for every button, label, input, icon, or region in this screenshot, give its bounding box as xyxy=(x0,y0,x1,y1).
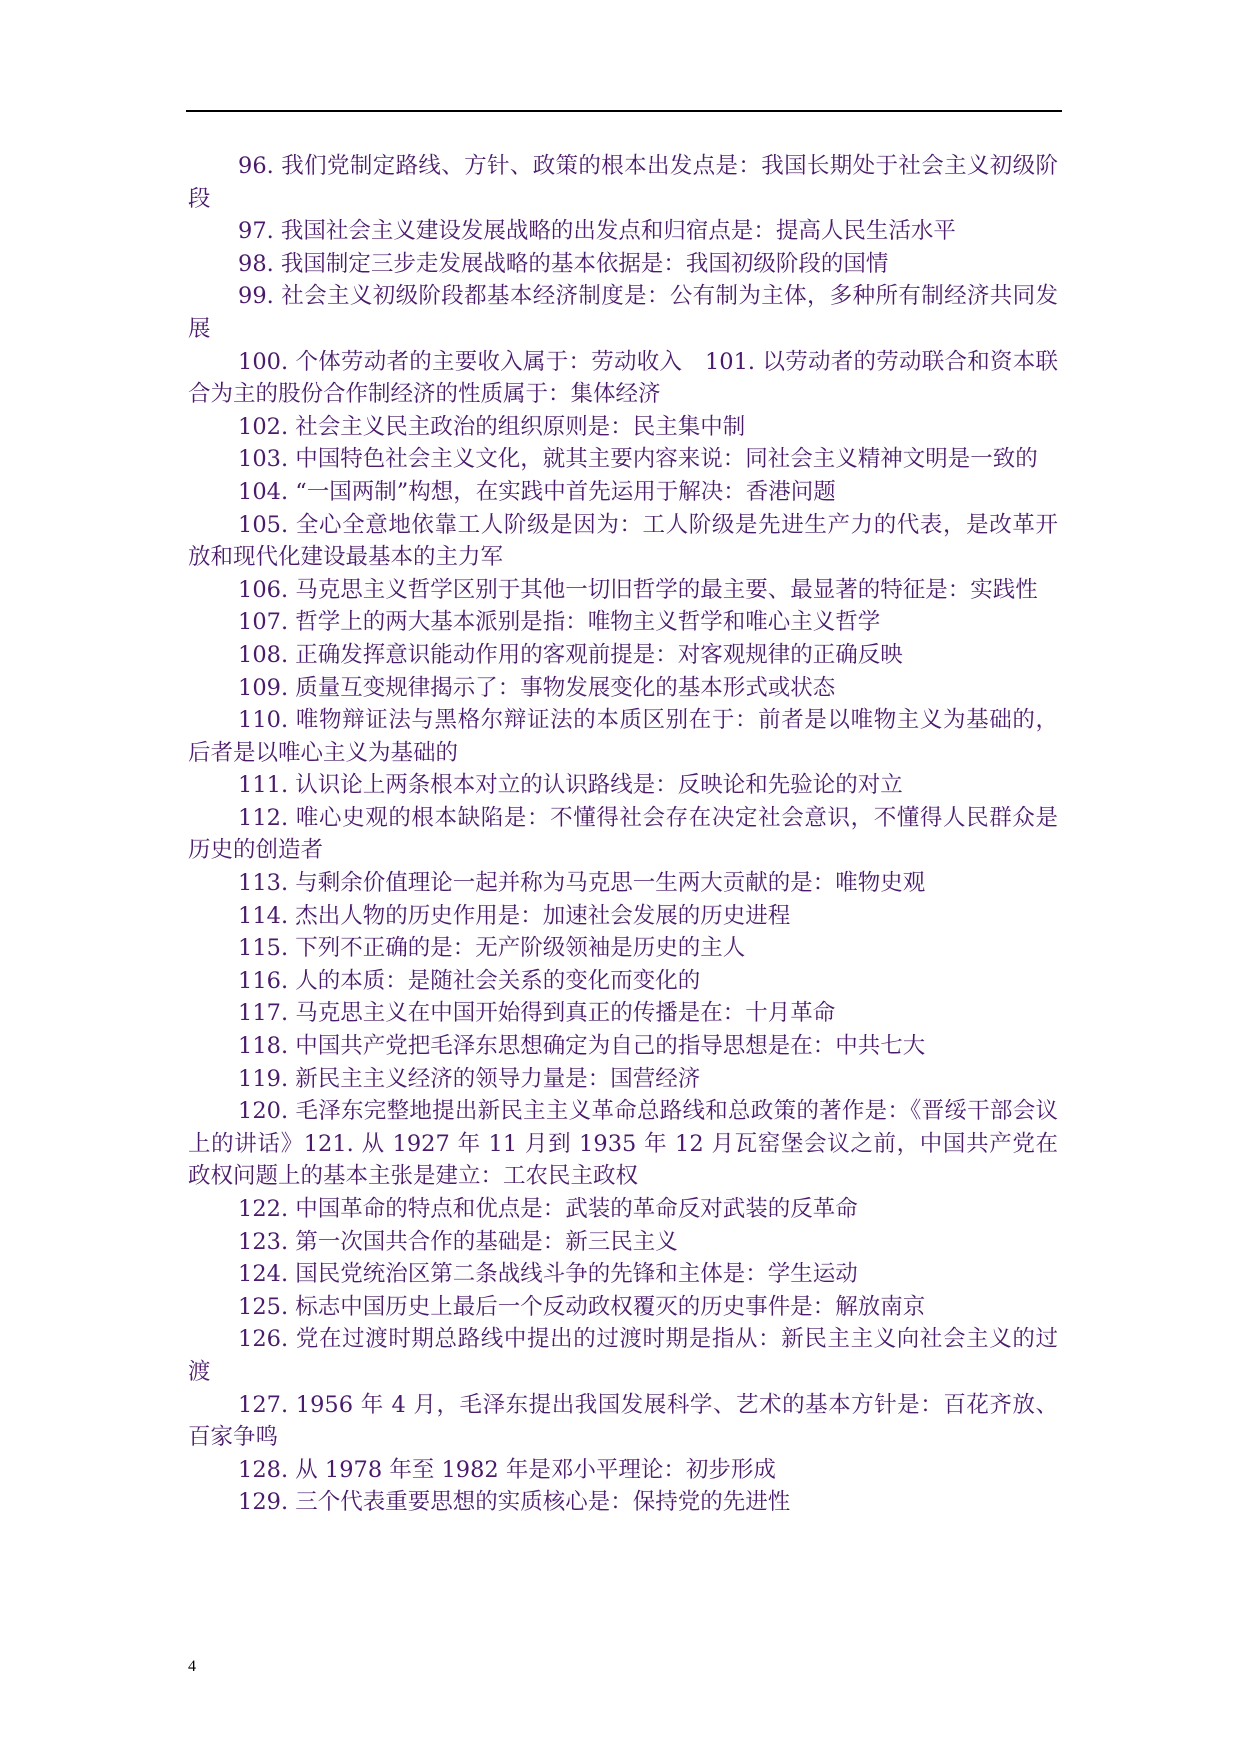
list-item: 106. 马克思主义哲学区别于其他一切旧哲学的最主要、最显著的特征是：实践性 xyxy=(238,576,1038,603)
list-item: 98. 我国制定三步走发展战略的基本依据是：我国初级阶段的国情 xyxy=(238,250,889,277)
list-item: 108. 正确发挥意识能动作用的客观前提是：对客观规律的正确反映 xyxy=(238,641,903,668)
list-item: 109. 质量互变规律揭示了：事物发展变化的基本形式或状态 xyxy=(238,674,836,701)
list-item: 104. “一国两制”构想，在实践中首先运用于解决：香港问题 xyxy=(238,478,836,505)
list-item: 114. 杰出人物的历史作用是：加速社会发展的历史进程 xyxy=(238,902,791,929)
list-item: 123. 第一次国共合作的基础是：新三民主义 xyxy=(238,1228,678,1255)
list-item: 119. 新民主主义经济的领导力量是：国营经济 xyxy=(238,1065,701,1092)
list-item: 116. 人的本质：是随社会关系的变化而变化的 xyxy=(238,967,701,994)
list-item: 105. 全心全意地依靠工人阶级是因为：工人阶级是先进生产力的代表，是改革开放和现代化建设最基本的主力军 xyxy=(188,511,1058,571)
list-item: 127. 1956 年 4 月，毛泽东提出我国发展科学、艺术的基本方针是：百花齐放、百家争鸣 xyxy=(188,1391,1058,1451)
header-rule xyxy=(186,110,1062,112)
list-item: 122. 中国革命的特点和优点是：武装的革命反对武装的反革命 xyxy=(238,1196,858,1222)
list-item: 118. 中国共产党把毛泽东思想确定为自己的指导思想是在：中共七大 xyxy=(238,1033,926,1060)
list-item: 125. 标志中国历史上最后一个反动政权覆灭的历史事件是：解放南京 xyxy=(238,1293,926,1320)
list-item: 124. 国民党统治区第二条战线斗争的先锋和主体是：学生运动 xyxy=(238,1261,858,1288)
list-item: 107. 哲学上的两大基本派别是指：唯物主义哲学和唯心主义哲学 xyxy=(238,609,881,636)
document-body xyxy=(188,150,1058,1519)
list-item: 115. 下列不正确的是：无产阶级领袖是历史的主人 xyxy=(238,935,746,962)
list-item: 126. 党在过渡时期总路线中提出的过渡时期是指从：新民主主义向社会主义的过渡 xyxy=(188,1326,1058,1385)
list-item: 110. 唯物辩证法与黑格尔辩证法的本质区别在于：前者是以唯物主义为基础的，后者是以唯心主义为基础的 xyxy=(188,707,1058,766)
list-item: 129. 三个代表重要思想的实质核心是：保持党的先进性 xyxy=(238,1489,791,1516)
list-item: 97. 我国社会主义建设发展战略的出发点和归宿点是：提高人民生活水平 xyxy=(238,218,956,245)
list-item: 120. 毛泽东完整地提出新民主主义革命总路线和总政策的著作是：《晋绥干部会议上的讲话》121. 从 1927 年 11 月到 1935 年 12 月瓦窑堡会议之前，中国共产党在政权问题上的基本主张是建立：工农民主政权 xyxy=(188,1098,1058,1190)
list-item: 102. 社会主义民主政治的组织原则是：民主集中制 xyxy=(238,413,746,440)
page-number: 4 xyxy=(188,1658,196,1675)
list-item: 128. 从 1978 年至 1982 年是邓小平理论：初步形成 xyxy=(238,1456,776,1483)
list-item: 103. 中国特色社会主义文化，就其主要内容来说：同社会主义精神文明是一致的 xyxy=(238,446,1038,473)
list-item: 117. 马克思主义在中国开始得到真正的传播是在：十月革命 xyxy=(238,1000,836,1027)
list-item: 113. 与剩余价值理论一起并称为马克思一生两大贡献的是：唯物史观 xyxy=(238,870,926,897)
list-item: 100. 个体劳动者的主要收入属于：劳动收入 101. 以劳动者的劳动联合和资本联合为主的股份合作制经济的性质属于：集体经济 xyxy=(188,348,1058,408)
list-item: 99. 社会主义初级阶段都基本经济制度是：公有制为主体，多种所有制经济共同发展 xyxy=(188,283,1058,342)
list-item: 96. 我们党制定路线、方针、政策的根本出发点是：我国长期处于社会主义初级阶段 xyxy=(188,153,1058,212)
list-item: 111. 认识论上两条根本对立的认识路线是：反映论和先验论的对立 xyxy=(238,772,903,799)
list-item: 112. 唯心史观的根本缺陷是：不懂得社会存在决定社会意识，不懂得人民群众是历史的创造者 xyxy=(188,804,1058,864)
